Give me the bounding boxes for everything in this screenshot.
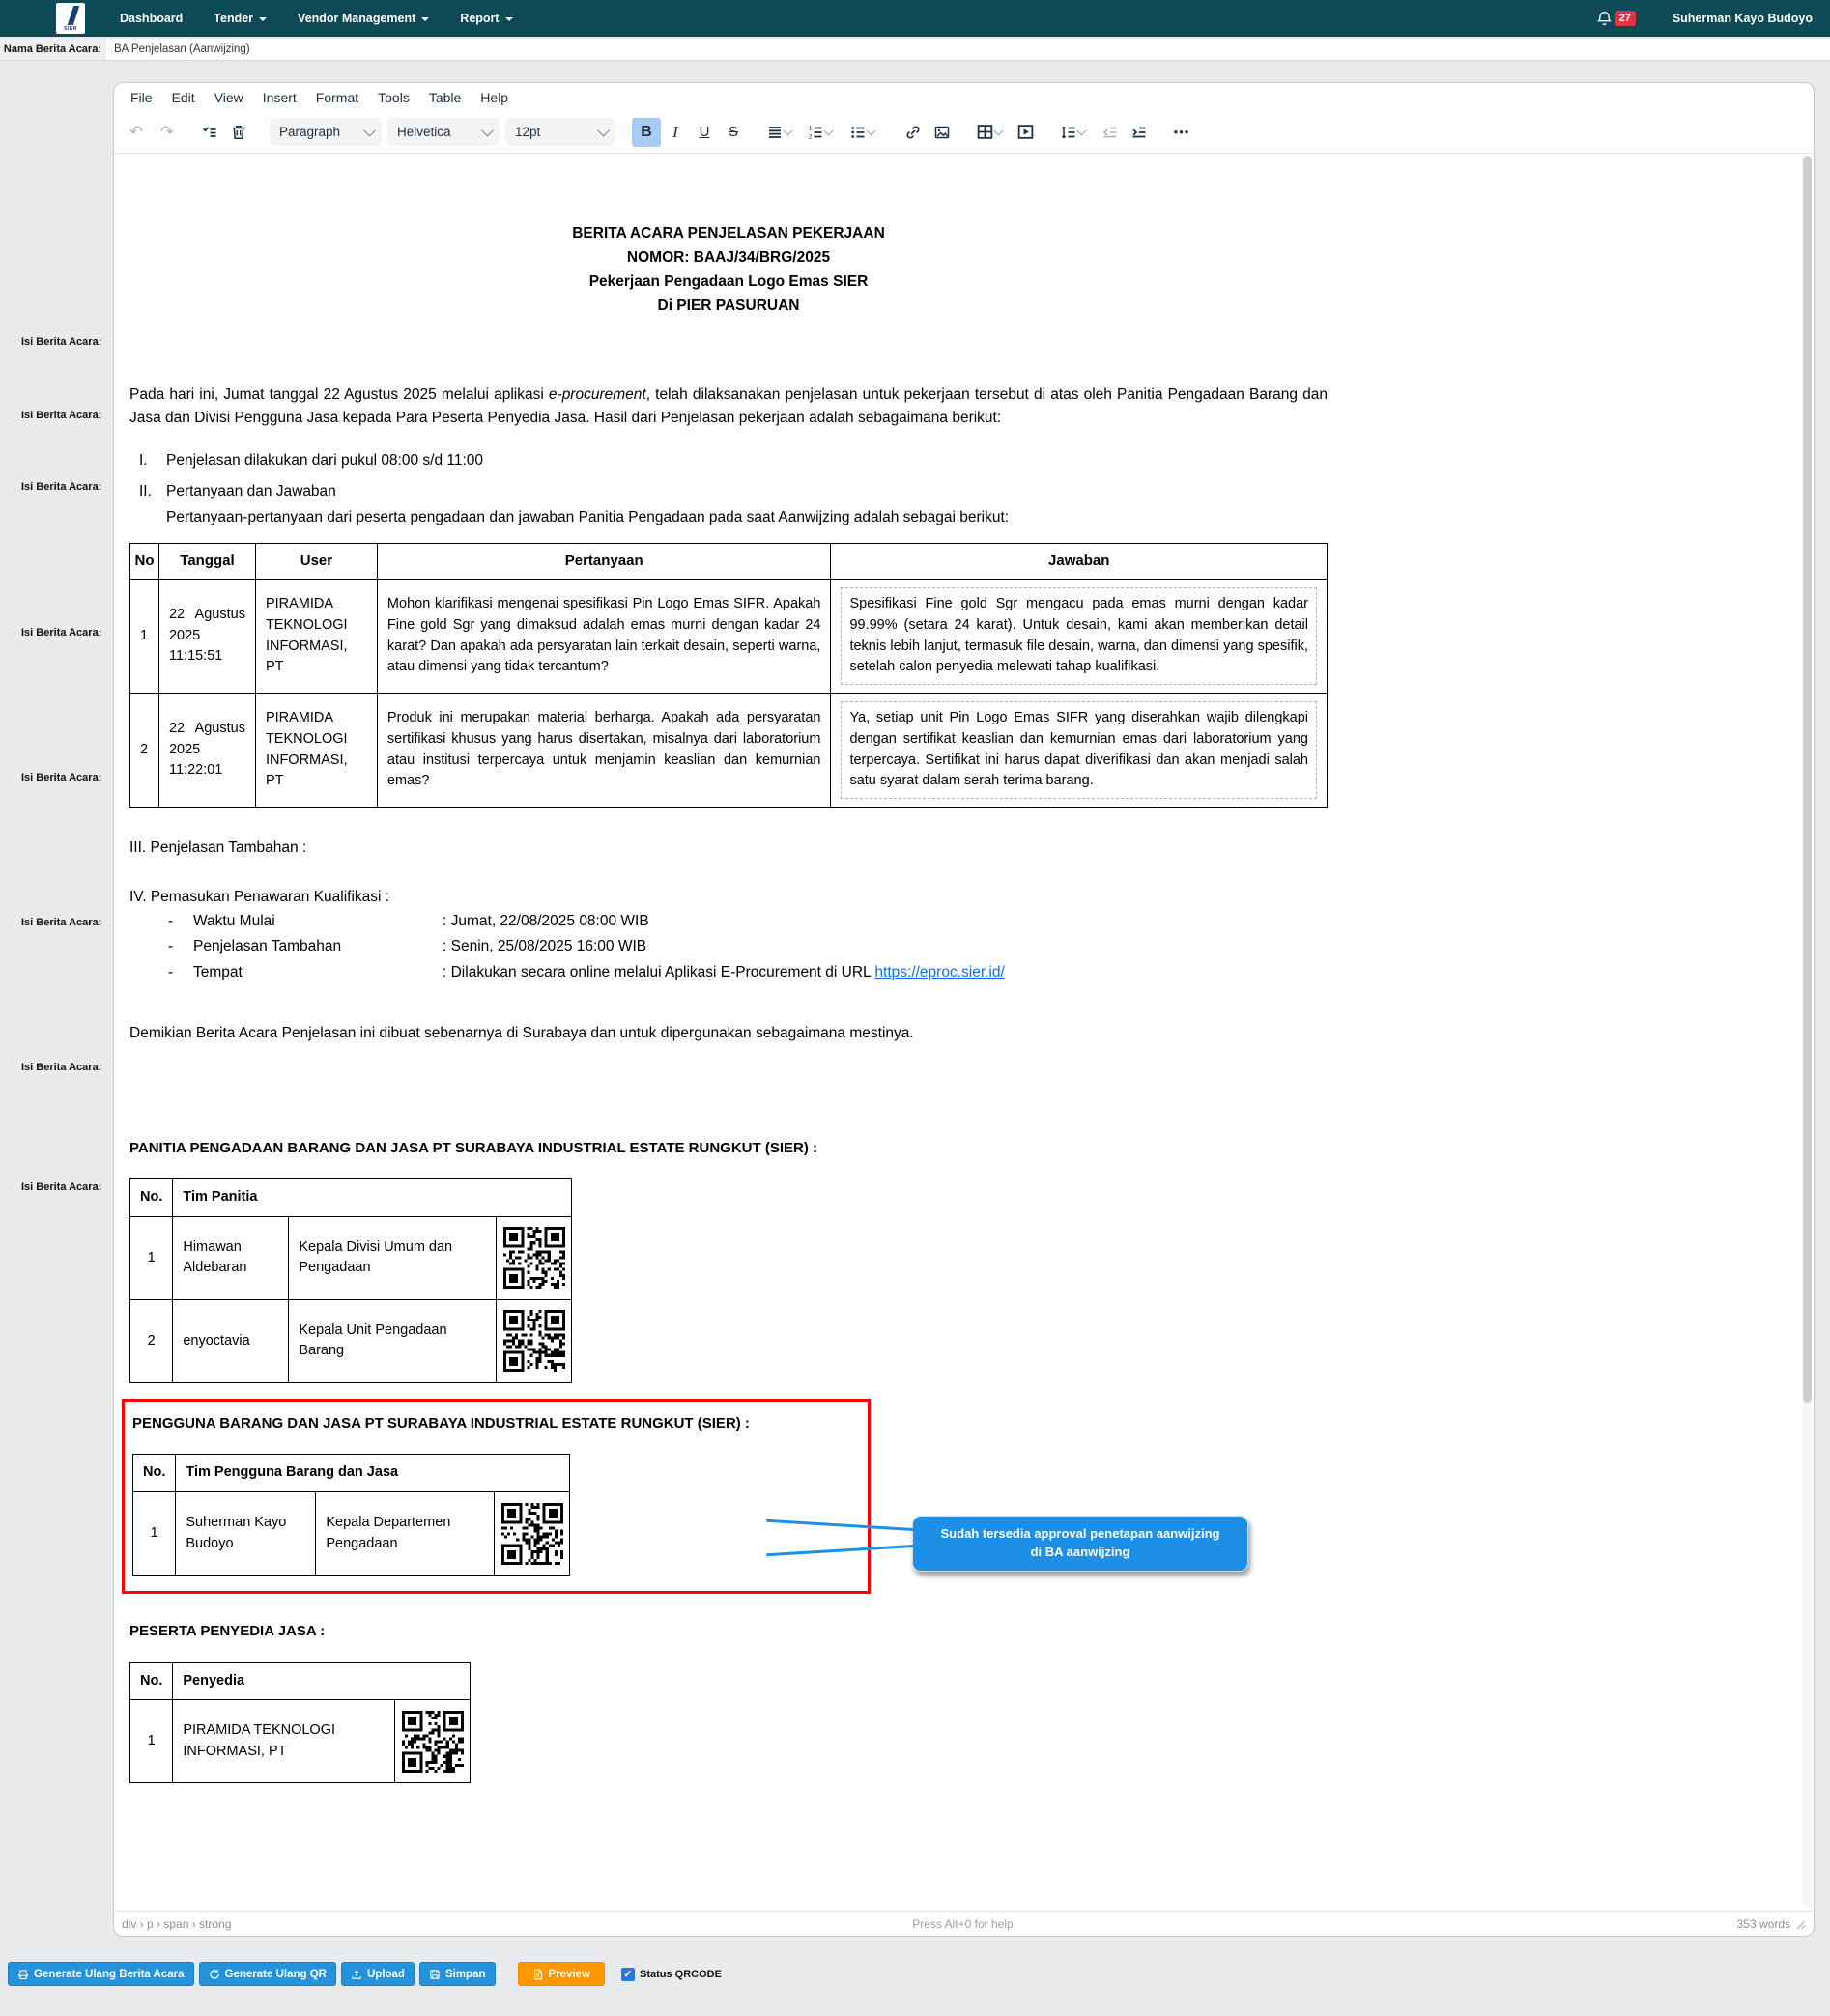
peserta-header-row: No. Penyedia (130, 1662, 471, 1700)
peserta-row: 1 PIRAMIDA TEKNOLOGI INFORMASI, PT (130, 1700, 471, 1783)
main-area (0, 61, 1830, 1954)
menu-table[interactable]: Table (428, 89, 462, 105)
link-icon (904, 124, 922, 141)
outdent-icon (1101, 124, 1119, 141)
numbered-list-icon (807, 124, 824, 141)
media-icon (1016, 123, 1035, 141)
chevron-down-icon (784, 127, 793, 136)
editor-toolbar (114, 111, 1814, 154)
nav-item-tender[interactable]: Tender (200, 3, 280, 34)
table-button[interactable] (970, 118, 1011, 147)
underline-icon: U (699, 124, 710, 140)
indent-button[interactable] (1125, 118, 1154, 147)
section-4-heading: IV. Pemasukan Penawaran Kualifikasi : (129, 889, 390, 906)
qr-code (503, 1310, 565, 1372)
element-path[interactable]: div › p › span › strong (122, 1917, 232, 1931)
underline-button[interactable] (690, 118, 719, 147)
qa-header-row: No Tanggal User Pertanyaan Jawaban (130, 543, 1328, 580)
indent-icon (1130, 124, 1148, 141)
editor-menubar (114, 83, 1814, 111)
undo-icon: ↶ (129, 122, 144, 141)
document-title: BERITA ACARA PENJELASAN PEKERJAAN NOMOR: BAAJ/34/BRG/2025 Pekerjaan Pengadaan Logo Emas SIER Di PIER PASURUAN (572, 225, 885, 315)
main-menu (106, 3, 527, 34)
notification-count-badge: 27 (1615, 11, 1636, 26)
schedule-item: - Penjelasan Tambahan : Senin, 25/08/2025 16:00 WIB (168, 938, 647, 955)
preview-button[interactable]: A Preview (518, 1962, 605, 1986)
word-count[interactable]: 353 words (1736, 1917, 1790, 1931)
strikethrough-button[interactable] (719, 118, 748, 147)
nav-item-report[interactable]: Report (446, 3, 526, 34)
resize-grip-icon[interactable] (1794, 1918, 1806, 1930)
toolbar-more-button[interactable]: ••• (1173, 125, 1190, 139)
notifications-button[interactable] (1596, 11, 1636, 27)
schedule-list (166, 909, 1328, 986)
save-icon (429, 1969, 441, 1980)
menu-file[interactable]: File (130, 89, 153, 105)
nama-berita-acara-row (0, 39, 1830, 61)
peserta-table (129, 1662, 471, 1784)
pengguna-highlight-box (122, 1399, 1220, 1594)
tooltip-pointer (766, 1545, 913, 1556)
chevron-down-icon (363, 125, 376, 137)
bell-icon (1596, 11, 1613, 27)
nama-berita-acara-label: Nama Berita Acara: (0, 39, 106, 60)
editor-content[interactable] (114, 154, 1814, 1911)
nav-item-vendor-management[interactable]: Vendor Management (284, 3, 443, 34)
generate-ulang-qr-button[interactable]: Generate Ulang QR (199, 1962, 336, 1986)
pengguna-heading: PENGGUNA BARANG DAN JASA PT SURABAYA INDUSTRIAL ESTATE RUNGKUT (SIER) : (132, 1414, 750, 1432)
italic-button[interactable] (661, 118, 690, 147)
approval-tooltip: Sudah tersedia approval penetapan aanwijzing di BA aanwijzing (912, 1516, 1248, 1572)
caret-down-icon (505, 17, 513, 21)
upload-button[interactable]: Upload (341, 1962, 415, 1986)
bold-button[interactable] (632, 118, 661, 147)
qr-code (501, 1503, 563, 1565)
scrollbar-thumb[interactable] (1803, 156, 1812, 1403)
panitia-table (129, 1178, 572, 1383)
isi-berita-acara-label: Isi Berita Acara: (21, 410, 102, 421)
table-icon (976, 123, 994, 141)
undo-button[interactable] (122, 118, 151, 147)
bold-icon: B (641, 123, 652, 140)
strikethrough-icon: S (728, 124, 738, 140)
schedule-item: - Tempat : Dilakukan secara online melalui Aplikasi E-Procurement di URL https://eproc.sier.id/ (168, 963, 1005, 980)
refresh-icon (209, 1969, 220, 1980)
caret-down-icon (259, 17, 267, 21)
chevron-down-icon (867, 127, 876, 136)
roman-item-1: I. Penjelasan dilakukan dari pukul 08:00 s/d 11:00 (139, 452, 484, 469)
insert-link-button[interactable] (899, 118, 928, 147)
nama-berita-acara-input[interactable]: BA Penjelasan (Aanwijzing) (106, 39, 1830, 60)
printer-icon (17, 1969, 29, 1980)
isi-berita-acara-label: Isi Berita Acara: (21, 481, 102, 493)
bullet-list-button[interactable] (843, 118, 885, 147)
sier-logo-slash (62, 6, 79, 25)
isi-berita-acara-label: Isi Berita Acara: (21, 1181, 102, 1193)
simpan-button[interactable]: Simpan (419, 1962, 496, 1986)
italic-icon: I (672, 122, 678, 141)
roman-list (129, 449, 1328, 528)
menu-tools[interactable]: Tools (378, 89, 410, 105)
isi-berita-acara-label: Isi Berita Acara: (21, 772, 102, 783)
bullet-list-icon (849, 124, 867, 141)
image-icon (933, 124, 951, 141)
isi-berita-acara-label: Isi Berita Acara: (21, 627, 102, 639)
rich-text-editor (113, 82, 1815, 1937)
document-body (129, 221, 1328, 1783)
editor-scrollbar[interactable] (1803, 156, 1812, 1908)
editor-statusbar (114, 1911, 1814, 1936)
insert-media-button[interactable] (1011, 118, 1040, 147)
menu-insert[interactable]: Insert (262, 89, 297, 105)
svg-text:A: A (535, 1973, 540, 1979)
top-navbar (0, 0, 1830, 37)
nav-item-dashboard[interactable]: Dashboard (120, 12, 184, 25)
chevron-down-icon (993, 127, 1003, 136)
section-3-heading: III. Penjelasan Tambahan : (129, 839, 307, 857)
line-height-button[interactable] (1053, 118, 1096, 147)
checklist-button[interactable] (195, 118, 224, 147)
sier-logo-text: SIER (64, 26, 77, 32)
chevron-down-icon (824, 127, 834, 136)
qa-table (129, 543, 1328, 809)
status-qrcode-checkbox-wrap[interactable] (621, 1968, 722, 1981)
qr-code (402, 1711, 464, 1773)
roman-item-2: II. Pertanyaan dan Jawaban (139, 483, 336, 500)
qa-row: 1 22 Agustus 2025 11:15:51 PIRAMIDA TEKNOLOGI INFORMASI, PT Mohon klarifikasi mengenai spesifikasi Pin Logo Emas SIFR. Apakah Fine gold Sgr yang dimaksud adalah emas murni dengan kadar 24 karat? Dan apakah ada persyaratan lain terkait desain, seperti warna, atau dimensi yang tidak tercantum? Spesifikasi Fine gold Sgr mengacu pada emas murni dengan kadar 99.99% (setara 24 karat). Untuk desain, kami akan memberikan detail teknis lebih lanjut, termasuk file desain, warna, dan dimensi yang spesifik, setelah calon penyedia melewati tahap kualifikasi. (130, 580, 1328, 694)
numbered-list-button[interactable] (800, 118, 843, 147)
upload-icon (351, 1969, 362, 1980)
block-format-select[interactable]: Paragraph (270, 118, 382, 146)
pengguna-header-row: No. Tim Pengguna Barang dan Jasa (133, 1455, 570, 1492)
sier-logo[interactable] (56, 3, 85, 34)
intro-paragraph: Pada hari ini, Jumat tanggal 22 Agustus 2025 melalui aplikasi e-procurement, telah dilaksanakan penjelasan untuk pekerjaan tersebut di atas oleh Panitia Pengadaan Barang dan Jasa dan Divisi Pengguna Jasa kepada Para Peserta Penyedia Jasa. Hasil dari Penjelasan pekerjaan adalah sebagaimana berikut: (129, 386, 1328, 427)
answer-editable-region[interactable]: Spesifikasi Fine gold Sgr mengacu pada emas murni dengan kadar 99.99% (setara 24 karat). Untuk desain, kami akan memberikan detail teknis lebih lanjut, termasuk file desain, warna, dan dimensi yang spesifik, setelah calon penyedia melewati tahap kualifikasi. (841, 587, 1317, 685)
font-size-select[interactable]: 12pt (505, 118, 615, 146)
menu-edit[interactable]: Edit (171, 89, 195, 105)
svg-text:2: 2 (809, 134, 813, 140)
pengguna-table (132, 1454, 570, 1576)
menu-view[interactable]: View (214, 89, 243, 105)
qa-row: 2 22 Agustus 2025 11:22:01 PIRAMIDA TEKNOLOGI INFORMASI, PT Produk ini merupakan material berharga. Apakah ada persyaratan sertifikasi khusus yang harus disertakan, misalnya dari laboratorium atau institusi terpercaya untuk menjamin keaslian dan kemurnian emas? Ya, setiap unit Pin Logo Emas SIFR yang diserahkan wajib dilengkapi dengan sertifikat keaslian dan kemurnian emas dari laboratorium yang terpercaya. Sertifikat ini harus dapat diverifikasi dan akan menjadi salah satu syarat dalam serah terima barang. (130, 694, 1328, 808)
tooltip-pointer (766, 1519, 913, 1531)
accessibility-help: Press Alt+0 for help (912, 1917, 1014, 1931)
closing-paragraph: Demikian Berita Acara Penjelasan ini dibuat sebenarnya di Surabaya dan untuk dipergunakan sebagaimana mestinya. (129, 1025, 914, 1042)
generate-ulang-berita-acara-button[interactable]: Generate Ulang Berita Acara (8, 1962, 194, 1986)
menu-format[interactable]: Format (315, 89, 359, 105)
align-button[interactable] (761, 118, 800, 147)
svg-text:1: 1 (809, 126, 813, 131)
trash-icon (230, 124, 247, 141)
qr-code (503, 1227, 565, 1289)
file-preview-icon (532, 1969, 544, 1980)
insert-image-button[interactable] (928, 118, 957, 147)
chevron-down-icon (597, 125, 610, 137)
peserta-heading: PESERTA PENYEDIA JASA : (129, 1623, 326, 1640)
line-height-icon (1060, 124, 1077, 141)
panitia-row: 2 enyoctavia Kepala Unit Pengadaan Barang (130, 1299, 572, 1382)
navbar-right (1596, 11, 1813, 27)
roman-subtext: Pertanyaan-pertanyaan dari peserta pengadaan dan jawaban Panitia Pengadaan pada saat Aanwijzing adalah sebagai berikut: (166, 508, 1010, 525)
delete-button[interactable] (224, 118, 253, 147)
eproc-url-link[interactable]: https://eproc.sier.id/ (874, 963, 1005, 980)
align-justify-icon (766, 124, 784, 141)
isi-berita-acara-label: Isi Berita Acara: (21, 1062, 102, 1073)
panitia-row: 1 Himawan Aldebaran Kepala Divisi Umum dan Pengadaan (130, 1216, 572, 1299)
outdent-button[interactable] (1096, 118, 1125, 147)
chevron-down-icon (481, 125, 494, 137)
status-qrcode-label: Status QRCODE (640, 1968, 722, 1980)
redo-icon: ↷ (159, 122, 175, 141)
panitia-heading: PANITIA PENGADAAN BARANG DAN JASA PT SURABAYA INDUSTRIAL ESTATE RUNGKUT (SIER) : (129, 1139, 817, 1156)
menu-help[interactable]: Help (480, 89, 509, 105)
isi-berita-acara-label: Isi Berita Acara: (21, 336, 102, 348)
panitia-header-row: No. Tim Panitia (130, 1179, 572, 1217)
status-qrcode-checkbox[interactable]: ✓ (621, 1968, 635, 1981)
schedule-item: - Waktu Mulai : Jumat, 22/08/2025 08:00 WIB (168, 912, 649, 929)
action-bar (8, 1962, 722, 1986)
chevron-down-icon (1077, 127, 1087, 136)
pengguna-row: 1 Suherman Kayo Budoyo Kepala Departemen Pengadaan (133, 1492, 570, 1576)
font-family-select[interactable]: Helvetica (387, 118, 500, 146)
redo-button[interactable] (153, 118, 182, 147)
isi-berita-acara-label: Isi Berita Acara: (21, 917, 102, 928)
answer-editable-region[interactable]: Ya, setiap unit Pin Logo Emas SIFR yang diserahkan wajib dilengkapi dengan sertifikat keaslian dan kemurnian emas dari laboratorium yang terpercaya. Sertifikat ini harus dapat diverifikasi dan akan menjadi salah satu syarat dalam serah terima barang. (841, 701, 1317, 799)
checklist-icon (201, 124, 218, 141)
user-menu[interactable]: Suherman Kayo Budoyo (1672, 12, 1813, 25)
caret-down-icon (421, 17, 429, 21)
